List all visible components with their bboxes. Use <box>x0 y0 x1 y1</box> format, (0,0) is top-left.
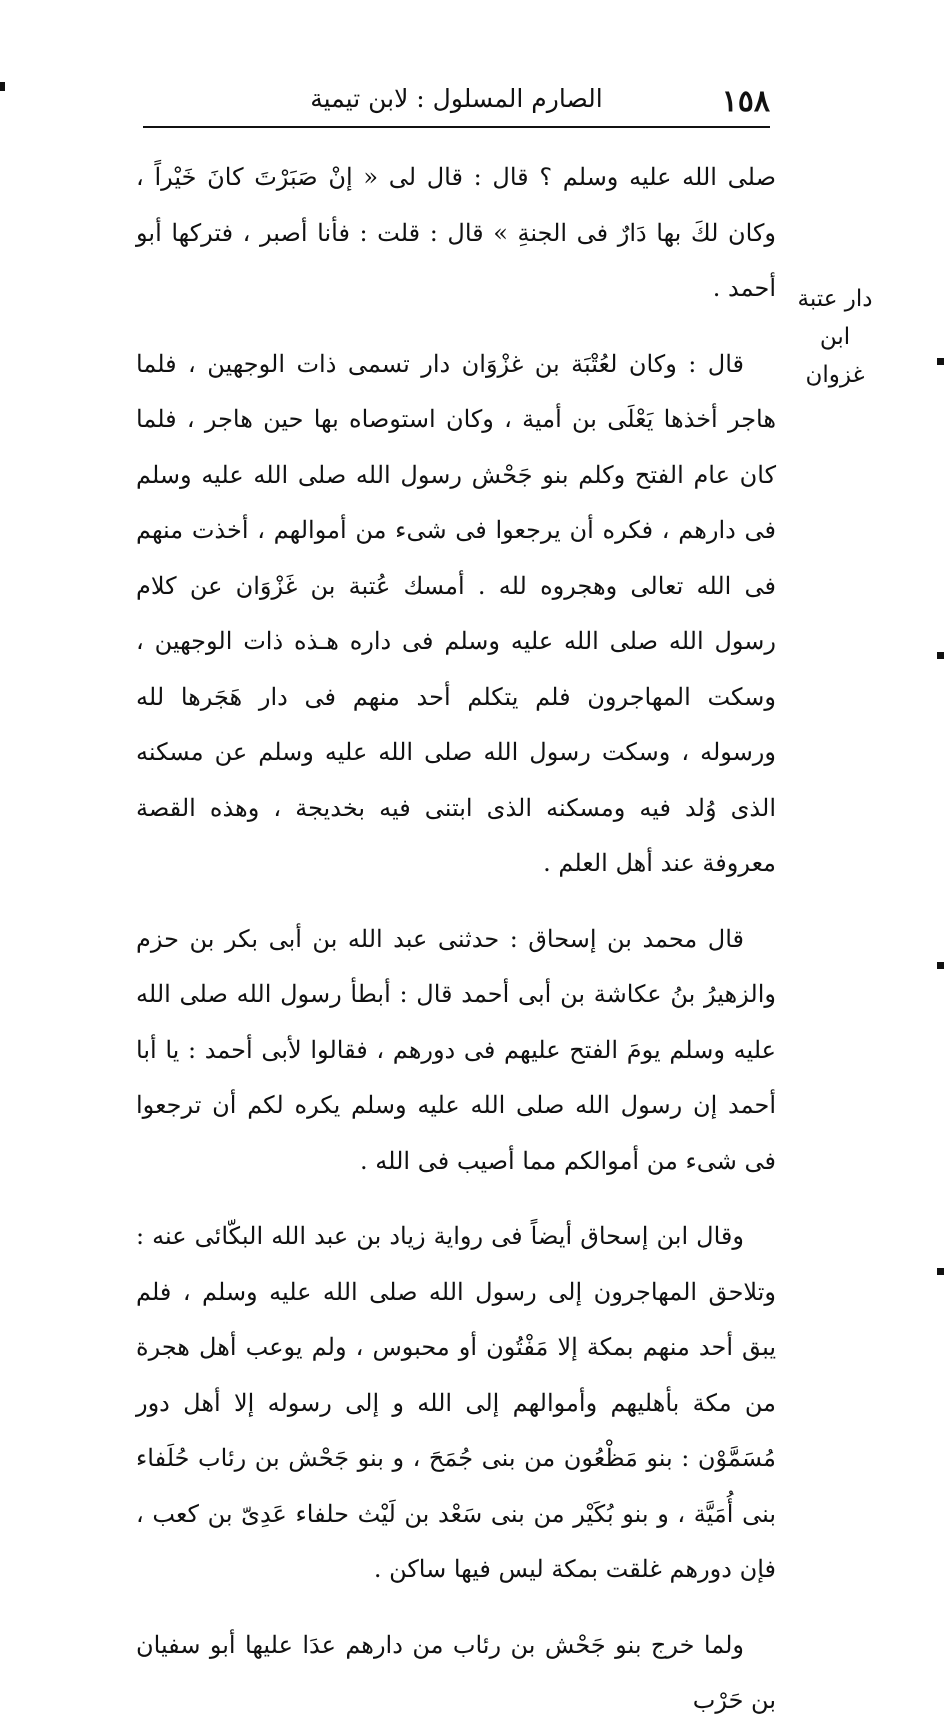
paragraph: قال محمد بن إسحاق : حدثنى عبد الله بن أبى بكر بن حزم والزهيرُ بنُ عكاشة بن أبى أحمد قال : أبطأ رسول الله صلى الله عليه وسلم يومَ الفتح عليهم فى دورهم ، فقالوا لأبى أحمد : يا أبا أحمد إن رسول الله صلى الله عليه وسلم يكره لكم أن ترجعوا فى شىء من أموالكم مما أصيب فى الله . <box>136 924 776 1175</box>
page-header <box>143 82 770 122</box>
running-title: الصارم المسلول : لابن تيمية <box>310 84 603 113</box>
scan-edge-mark <box>0 82 5 91</box>
margin-note-line: ابن غزوان <box>805 324 865 388</box>
scan-edge-mark <box>937 962 944 969</box>
paragraph: وقال ابن إسحاق أيضاً فى رواية زياد بن عبد الله البكّائى عنه : وتلاحق المهاجرون إلى رسول الله صلى الله عليه وسلم ، فلم يبق أحد منهم بمكة إلا مَفْتُون أو محبوس ، ولم يوعب أهل هجرة من مكة بأهليهم وأموالهم إلى الله و إلى رسوله إلا أهل دور مُسَمَّوْن : بنو مَظْعُون من بنى جُمَحَ ، و بنو جَحْش بن رئاب حُلَفاء بنى أُمَيَّة ، و بنو بُكَيْر من بنى سَعْد بن لَيْث حلفاء عَدِىّ بن كعب ، فإن دورهم غلقت بمكة ليس فيها ساكن . <box>136 1222 776 1583</box>
margin-note <box>790 280 880 394</box>
scan-edge-mark <box>937 1268 944 1275</box>
scan-edge-mark <box>937 358 944 365</box>
paragraph: صلى الله عليه وسلم ؟ قال : قال لى « إنْ صَبَرْتَ كانَ خَيْراً ، وكان لكَ بها دَارٌ فى الجنةِ » قال : قلت : فأنا أصبر ، فتركها أبو أحمد . <box>136 163 776 302</box>
header-rule <box>143 126 770 128</box>
scan-edge-mark <box>937 652 944 659</box>
paragraph: ولما خرج بنو جَحْش بن رئاب من دارهم عدَا عليها أبو سفيان بن حَرْب <box>136 1630 776 1714</box>
body-text <box>136 150 776 1729</box>
margin-note-line: دار عتبة <box>797 286 873 312</box>
page-number: ١٥٨ <box>721 84 770 119</box>
paragraph: قال : وكان لعُتْبَة بن غزْوَان دار تسمى ذات الوجهين ، فلما هاجر أخذها يَعْلَى بن أمية ، وكان استوصاه بها حين هاجر ، فلما كان عام الفتح وكلم بنو جَحْش رسول الله صلى الله عليه وسلم فى دارهم ، فكره أن يرجعوا فى شىء من أموالهم ، أخذت منهم فى الله تعالى وهجروه لله . أمسك عُتبة بن غَزْوَان عن كلام رسول الله صلى الله عليه وسلم فى داره هـذه ذات الوجهين ، وسكت المهاجرون فلم يتكلم أحد منهم فى دار هَجَرها لله ورسوله ، وسكت رسول الله صلى الله عليه وسلم عن مسكنه الذى وُلد فيه ومسكنه الذى ابتنى فيه بخديجة ، وهذه القصة معروفة عند أهل العلم . <box>136 349 776 877</box>
